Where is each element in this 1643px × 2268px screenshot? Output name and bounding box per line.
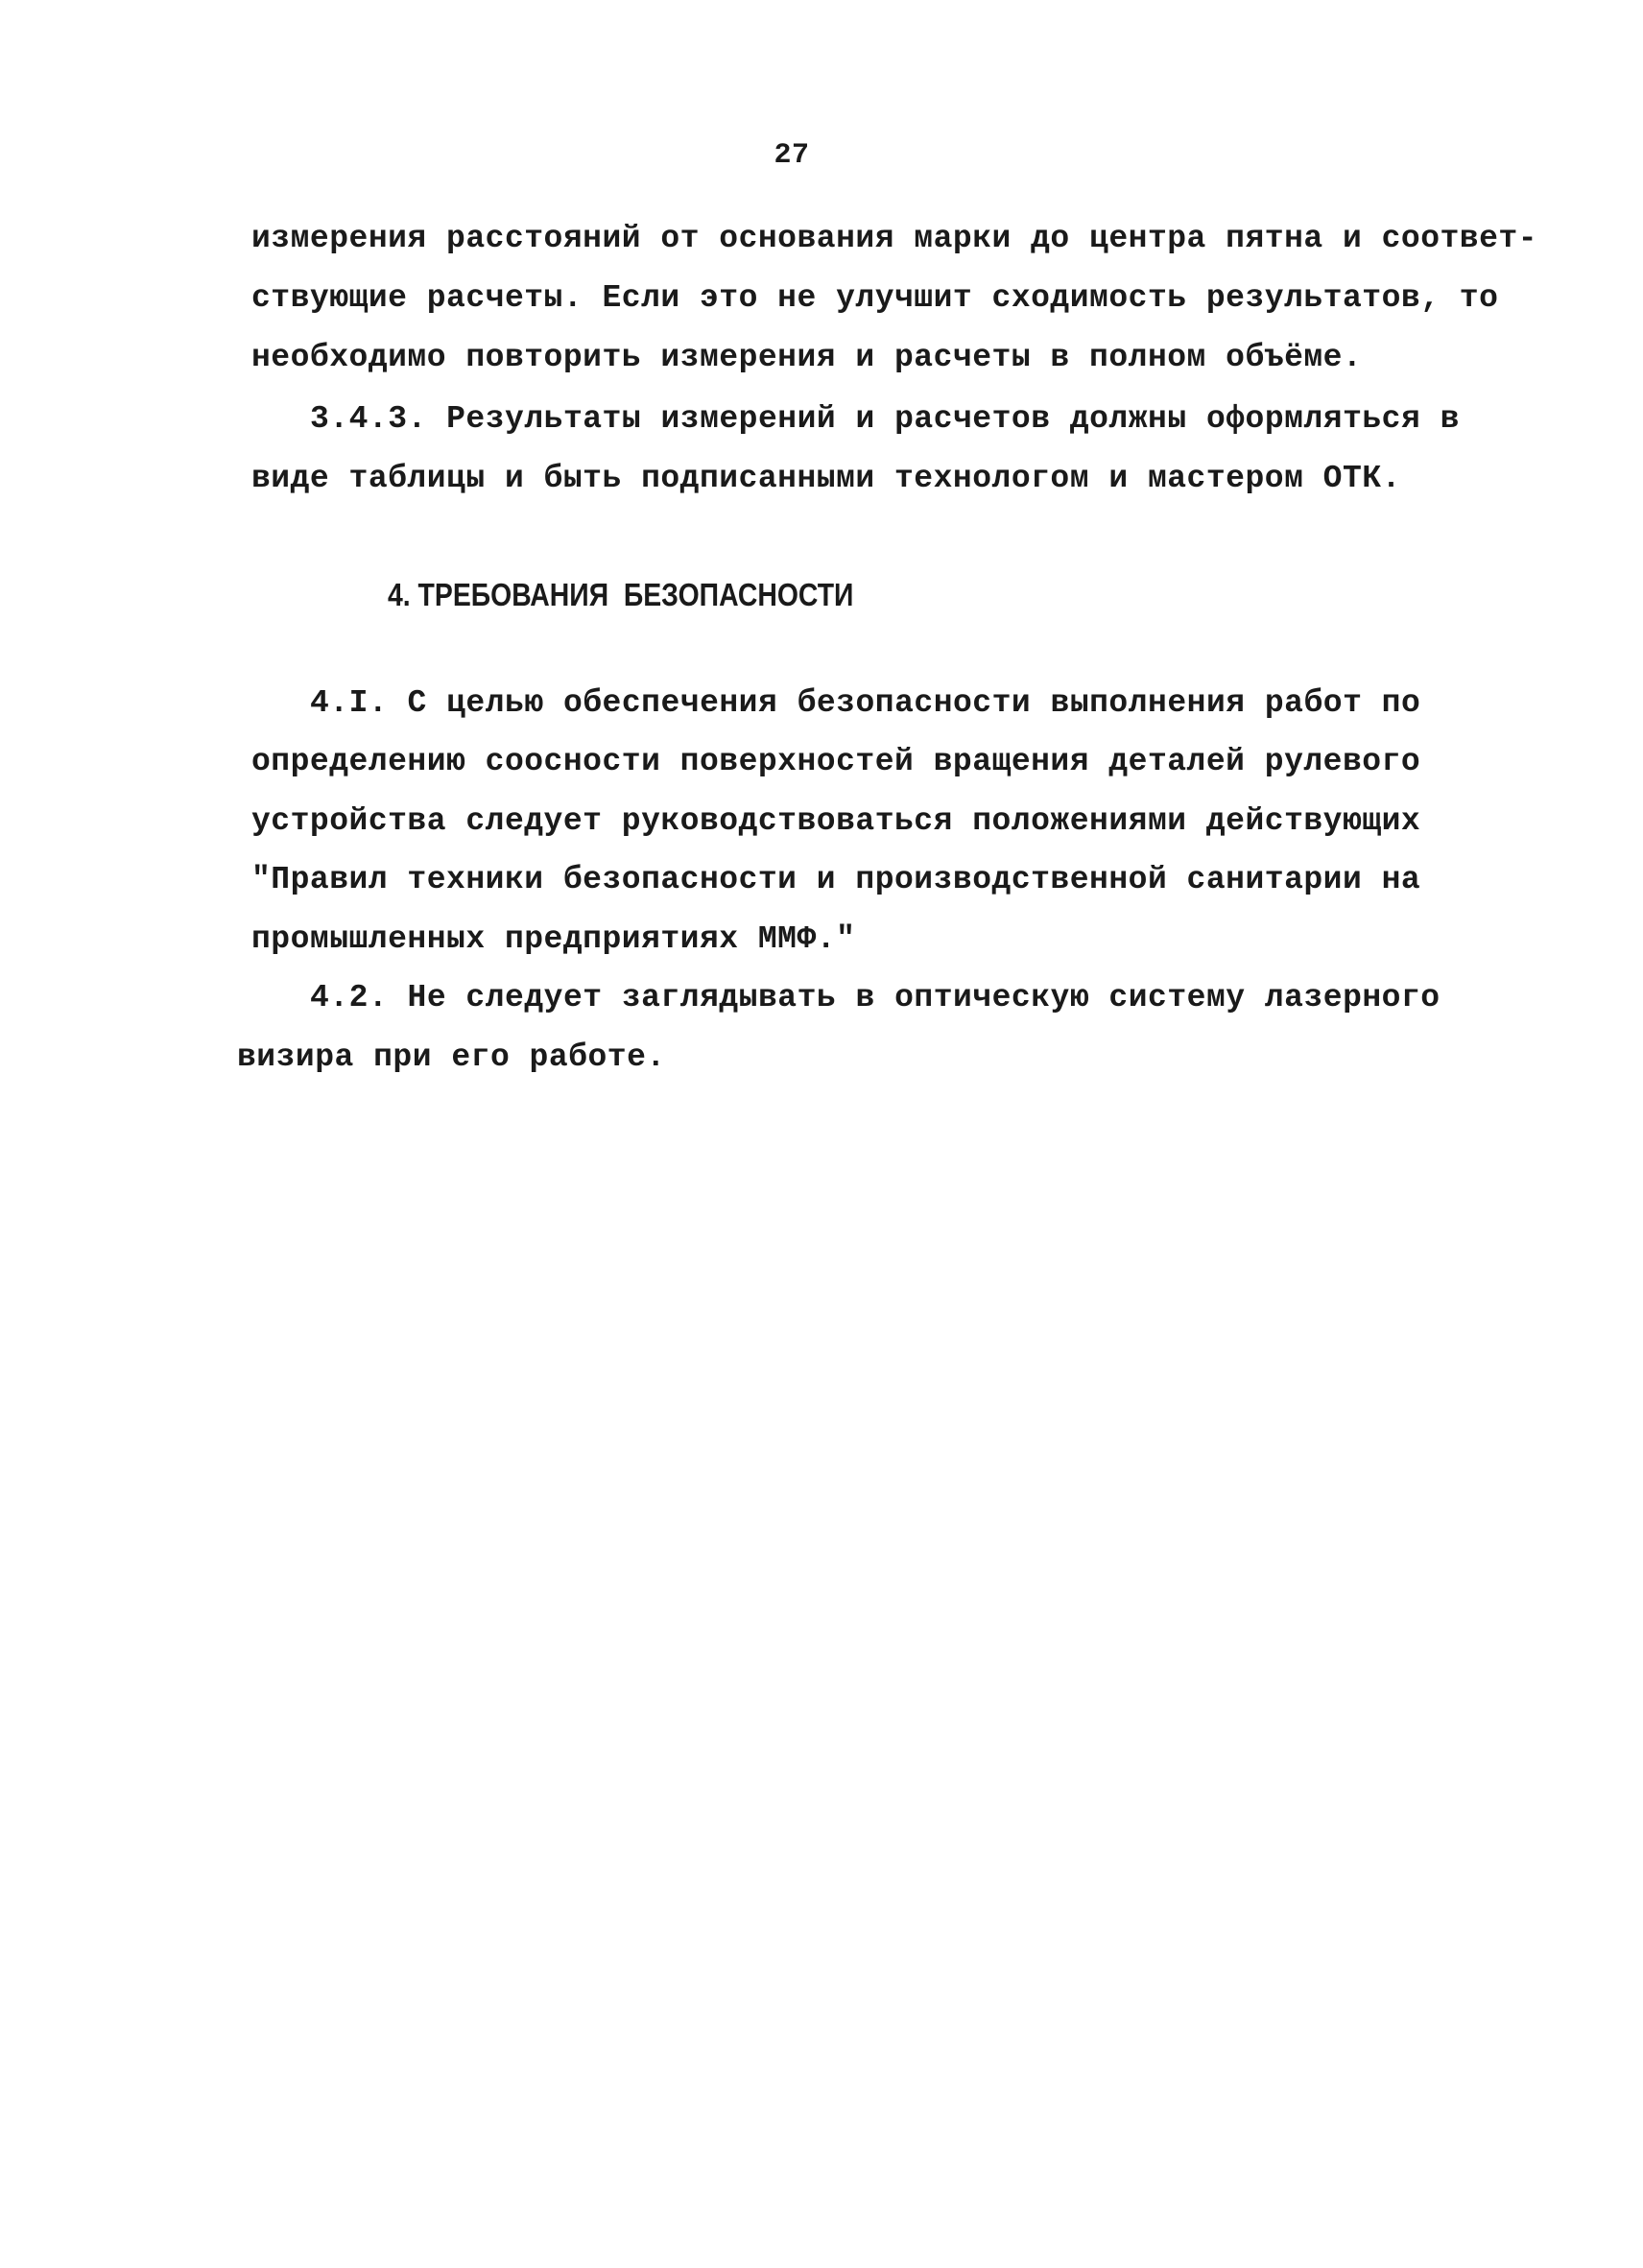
section-heading: 4. ТРЕБОВАНИЯ БЕЗОПАСНОСТИ [388, 577, 854, 612]
text-line: промышленных предприятиях ММФ." [251, 921, 856, 957]
text-line: необходимо повторить измерения и расчеты в полном объёме. [251, 340, 1363, 375]
text-line: 4.2. Не следует заглядывать в оптическую систему лазерного [310, 980, 1441, 1015]
page-number: 27 [774, 139, 810, 172]
text-line: визира при его работе. [237, 1039, 666, 1075]
text-line: 3.4.3. Результаты измерений и расчетов должны оформляться в [310, 401, 1460, 437]
text-line: измерения расстояний от основания марки до центра пятна и соответ- [251, 221, 1538, 256]
text-line: виде таблицы и быть подписанными технологом и мастером ОТК. [251, 461, 1401, 496]
text-line: устройства следует руководствоваться положениями действующих [251, 803, 1421, 839]
text-line: "Правил техники безопасности и производственной санитарии на [251, 862, 1421, 897]
text-line: определению соосности поверхностей вращения деталей рулевого [251, 744, 1421, 779]
text-line: 4.I. С целью обеспечения безопасности выполнения работ по [310, 685, 1421, 721]
text-line: ствующие расчеты. Если это не улучшит сходимость результатов, то [251, 280, 1499, 316]
